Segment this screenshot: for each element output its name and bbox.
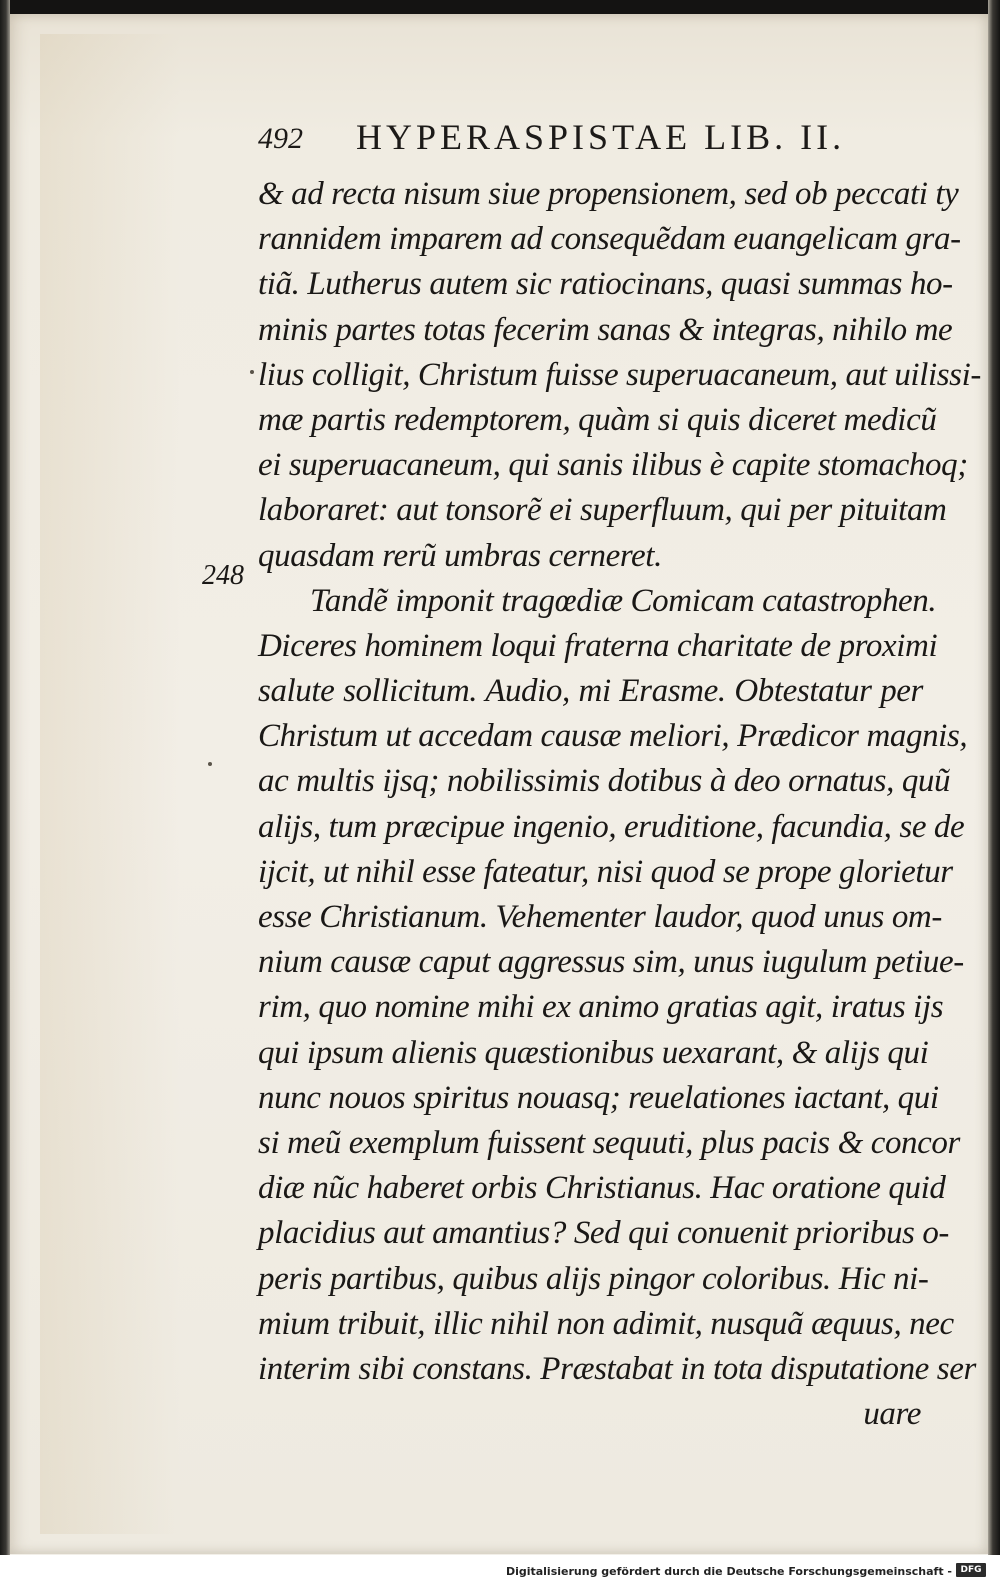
text-line: lius colligit, Christum fuisse superuacaneum, aut uilissi- <box>258 356 981 393</box>
text-line: Christum ut accedam causæ meliori, Prædicor magnis, <box>258 718 968 755</box>
page-stain <box>40 34 180 1534</box>
text-line: si meũ exemplum fuissent sequuti, plus pacis & concor <box>258 1124 960 1161</box>
catchword: uare <box>863 1396 921 1433</box>
text-line: peris partibus, quibus alijs pingor coloribus. Hic ni- <box>258 1260 929 1297</box>
text-line: qui ipsum alienis quæstionibus uexarant, & alijs qui <box>258 1034 929 1071</box>
text-line: mæ partis redemptorem, quàm si quis diceret medicũ <box>258 401 937 438</box>
text-line: ijcit, ut nihil esse fateatur, nisi quod se prope glorietur <box>258 853 953 890</box>
text-line: nunc nouos spiritus nouasq; reuelationes iactant, qui <box>258 1079 939 1116</box>
text-line: rannidem imparem ad consequẽdam euangelicam gra- <box>258 221 961 258</box>
text-line: placidius aut amantius? Sed qui conuenit prioribus o- <box>258 1215 950 1252</box>
text-line: & ad recta nisum siue propensionem, sed ob peccati ty <box>258 176 959 212</box>
body-text <box>258 172 981 1437</box>
text-line: minis partes totas fecerim sanas & integras, nihilo me <box>258 311 953 348</box>
text-line: esse Christianum. Vehementer laudor, quod unus om- <box>258 899 942 935</box>
text-line: mium tribuit, illic nihil non adimit, nusquã æquus, nec <box>258 1305 954 1342</box>
text-line: tiã. Lutherus autem sic ratiocinans, quasi summas ho- <box>258 266 953 303</box>
ink-speck <box>250 370 254 374</box>
text-line: alijs, tum præcipue ingenio, eruditione, facundia, se de <box>258 808 965 845</box>
text-line: ei superuacaneum, qui sanis ilibus è capite stomachoq; <box>258 447 968 484</box>
text-line: nium causæ caput aggressus sim, unus iugulum petiue- <box>258 944 964 981</box>
text-line: diæ nũc haberet orbis Christianus. Hac oratione quid <box>258 1170 946 1207</box>
running-head: HYPERASPISTAE LIB. II. <box>356 117 846 157</box>
text-line: rim, quo nomine mihi ex animo gratias agit, iratus ijs <box>258 989 944 1026</box>
text-line: Diceres hominem loqui fraterna charitate de proximi <box>258 627 938 664</box>
funding-note: Digitalisierung gefördert durch die Deutsche Forschungsgemeinschaft - <box>505 1565 952 1578</box>
dfg-logo: DFG <box>956 1563 986 1577</box>
text-line: laboraret: aut tonsorẽ ei superfluum, qui per pituitam <box>258 492 947 529</box>
margin-note: 248 <box>202 560 244 591</box>
page-number: 492 <box>258 122 303 155</box>
page-header <box>258 112 898 162</box>
scan-right-edge <box>988 0 1000 1555</box>
text-line: Tandẽ imponit tragœdiæ Comicam catastrophen. <box>310 582 937 619</box>
text-line: interim sibi constans. Præstabat in tota disputatione ser <box>258 1350 976 1387</box>
text-line: ac multis ijsq; nobilissimis dotibus à deo ornatus, quũ <box>258 763 951 800</box>
text-line: quasdam rerũ umbras cerneret. <box>258 537 662 574</box>
text-line: salute sollicitum. Audio, mi Erasme. Obtestatur per <box>258 673 923 710</box>
ink-speck <box>208 762 212 766</box>
scan-left-edge <box>0 0 10 1555</box>
